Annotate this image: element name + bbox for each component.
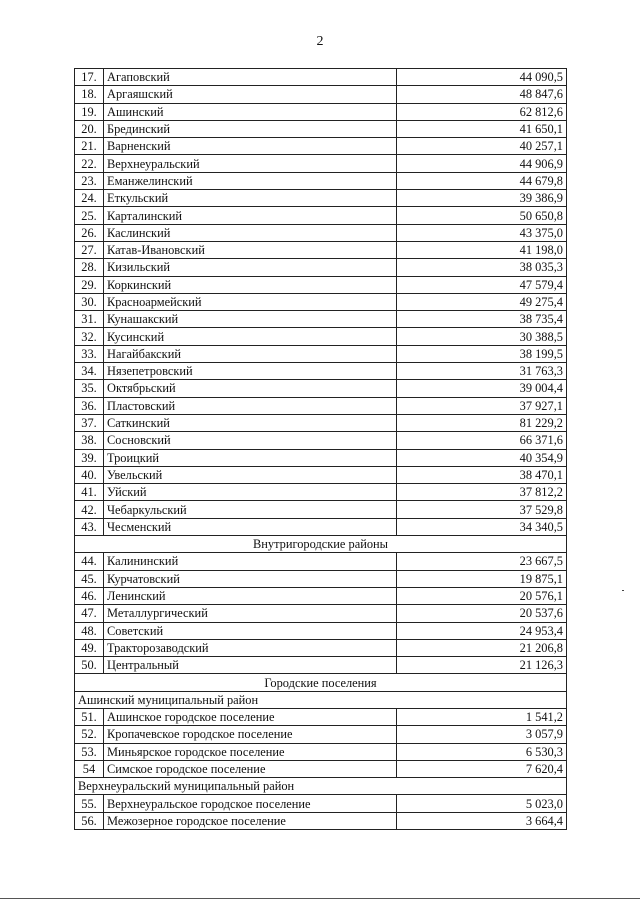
table-row	[75, 432, 567, 449]
row-value: 62 812,6	[397, 103, 567, 120]
section-header-row	[75, 536, 567, 553]
row-number: 27.	[75, 241, 104, 258]
row-name: Кизильский	[104, 259, 397, 276]
row-value: 48 847,6	[397, 86, 567, 103]
row-name: Коркинский	[104, 276, 397, 293]
row-name: Ашинский	[104, 103, 397, 120]
row-name: Межозерное городское поселение	[104, 812, 397, 829]
row-name: Сосновский	[104, 432, 397, 449]
row-number: 54	[75, 760, 104, 777]
table-row	[75, 259, 567, 276]
row-name: Катав-Ивановский	[104, 241, 397, 258]
row-value: 1 541,2	[397, 708, 567, 725]
subsection-header: Ашинский муниципальный район	[75, 691, 567, 708]
table-row	[75, 363, 567, 380]
row-number: 52.	[75, 726, 104, 743]
table-row	[75, 190, 567, 207]
row-number: 47.	[75, 605, 104, 622]
table-row	[75, 726, 567, 743]
row-number: 51.	[75, 708, 104, 725]
table-row	[75, 414, 567, 431]
row-number: 46.	[75, 587, 104, 604]
table-row	[75, 138, 567, 155]
row-number: 36.	[75, 397, 104, 414]
table-row	[75, 293, 567, 310]
row-value: 20 537,6	[397, 605, 567, 622]
row-name: Еткульский	[104, 190, 397, 207]
table-row	[75, 639, 567, 656]
table-row	[75, 743, 567, 760]
row-number: 31.	[75, 311, 104, 328]
row-name: Варненский	[104, 138, 397, 155]
row-value: 19 875,1	[397, 570, 567, 587]
table-row	[75, 760, 567, 777]
row-number: 30.	[75, 293, 104, 310]
row-number: 53.	[75, 743, 104, 760]
row-value: 21 126,3	[397, 657, 567, 674]
row-name: Карталинский	[104, 207, 397, 224]
row-value: 66 371,6	[397, 432, 567, 449]
row-number: 41.	[75, 484, 104, 501]
table-row	[75, 501, 567, 518]
table-row	[75, 276, 567, 293]
table-row	[75, 795, 567, 812]
row-number: 56.	[75, 812, 104, 829]
row-name: Советский	[104, 622, 397, 639]
table-row	[75, 484, 567, 501]
row-value: 6 530,3	[397, 743, 567, 760]
row-number: 39.	[75, 449, 104, 466]
row-value: 20 576,1	[397, 587, 567, 604]
row-name: Аргаяшский	[104, 86, 397, 103]
row-value: 44 090,5	[397, 69, 567, 86]
row-number: 50.	[75, 657, 104, 674]
row-number: 49.	[75, 639, 104, 656]
table-row	[75, 605, 567, 622]
row-value: 34 340,5	[397, 518, 567, 535]
row-name: Калининский	[104, 553, 397, 570]
row-name: Верхнеуральский	[104, 155, 397, 172]
row-value: 39 386,9	[397, 190, 567, 207]
row-number: 43.	[75, 518, 104, 535]
table-row	[75, 328, 567, 345]
row-number: 48.	[75, 622, 104, 639]
row-name: Кусинский	[104, 328, 397, 345]
table-row	[75, 120, 567, 137]
row-name: Нагайбакский	[104, 345, 397, 362]
row-name: Октябрьский	[104, 380, 397, 397]
page-number: 2	[316, 34, 324, 49]
row-name: Еманжелинский	[104, 172, 397, 189]
row-value: 41 198,0	[397, 241, 567, 258]
row-number: 29.	[75, 276, 104, 293]
row-value: 41 650,1	[397, 120, 567, 137]
row-number: 44.	[75, 553, 104, 570]
row-name: Кропачевское городское поселение	[104, 726, 397, 743]
row-value: 38 470,1	[397, 466, 567, 483]
row-name: Верхнеуральское городское поселение	[104, 795, 397, 812]
table-row	[75, 518, 567, 535]
row-value: 37 529,8	[397, 501, 567, 518]
row-name: Каслинский	[104, 224, 397, 241]
row-name: Уйский	[104, 484, 397, 501]
row-value: 37 927,1	[397, 397, 567, 414]
row-value: 3 664,4	[397, 812, 567, 829]
row-number: 34.	[75, 363, 104, 380]
section-header: Внутригородские районы	[75, 536, 567, 553]
row-number: 32.	[75, 328, 104, 345]
row-name: Красноармейский	[104, 293, 397, 310]
row-number: 19.	[75, 103, 104, 120]
row-name: Ашинское городское поселение	[104, 708, 397, 725]
row-name: Чесменский	[104, 518, 397, 535]
row-value: 43 375,0	[397, 224, 567, 241]
table-row	[75, 708, 567, 725]
table-row	[75, 103, 567, 120]
table-row	[75, 587, 567, 604]
row-value: 44 679,8	[397, 172, 567, 189]
row-number: 45.	[75, 570, 104, 587]
row-name: Брединский	[104, 120, 397, 137]
row-name: Троицкий	[104, 449, 397, 466]
table-row	[75, 241, 567, 258]
table-row	[75, 86, 567, 103]
table-row	[75, 397, 567, 414]
scan-speck	[622, 590, 624, 591]
row-value: 47 579,4	[397, 276, 567, 293]
row-name: Симское городское поселение	[104, 760, 397, 777]
row-value: 30 388,5	[397, 328, 567, 345]
row-number: 40.	[75, 466, 104, 483]
table-row	[75, 69, 567, 86]
subsection-header-row	[75, 778, 567, 795]
table-row	[75, 311, 567, 328]
row-value: 7 620,4	[397, 760, 567, 777]
row-value: 21 206,8	[397, 639, 567, 656]
section-header-row	[75, 674, 567, 691]
page-bottom-edge	[0, 898, 640, 899]
row-value: 40 354,9	[397, 449, 567, 466]
row-value: 5 023,0	[397, 795, 567, 812]
row-name: Чебаркульский	[104, 501, 397, 518]
row-value: 50 650,8	[397, 207, 567, 224]
section-header: Городские поселения	[75, 674, 567, 691]
row-value: 40 257,1	[397, 138, 567, 155]
row-value: 38 735,4	[397, 311, 567, 328]
row-name: Центральный	[104, 657, 397, 674]
row-name: Нязепетровский	[104, 363, 397, 380]
row-number: 24.	[75, 190, 104, 207]
row-number: 38.	[75, 432, 104, 449]
table-row	[75, 449, 567, 466]
row-number: 26.	[75, 224, 104, 241]
row-value: 37 812,2	[397, 484, 567, 501]
table-row	[75, 570, 567, 587]
row-name: Агаповский	[104, 69, 397, 86]
row-number: 37.	[75, 414, 104, 431]
subsection-header: Верхнеуральский муниципальный район	[75, 778, 567, 795]
row-value: 3 057,9	[397, 726, 567, 743]
row-number: 17.	[75, 69, 104, 86]
row-value: 81 229,2	[397, 414, 567, 431]
table-row	[75, 380, 567, 397]
row-number: 21.	[75, 138, 104, 155]
row-name: Тракторозаводский	[104, 639, 397, 656]
table-row	[75, 155, 567, 172]
row-name: Миньярское городское поселение	[104, 743, 397, 760]
table-row	[75, 657, 567, 674]
row-name: Саткинский	[104, 414, 397, 431]
row-value: 24 953,4	[397, 622, 567, 639]
table-row	[75, 553, 567, 570]
table-row	[75, 345, 567, 362]
row-number: 33.	[75, 345, 104, 362]
subsection-header-row	[75, 691, 567, 708]
row-number: 55.	[75, 795, 104, 812]
table-row	[75, 224, 567, 241]
row-number: 28.	[75, 259, 104, 276]
row-name: Ленинский	[104, 587, 397, 604]
row-number: 23.	[75, 172, 104, 189]
row-number: 20.	[75, 120, 104, 137]
row-name: Курчатовский	[104, 570, 397, 587]
row-number: 18.	[75, 86, 104, 103]
budget-table	[74, 68, 567, 830]
table-row	[75, 172, 567, 189]
row-number: 35.	[75, 380, 104, 397]
row-number: 22.	[75, 155, 104, 172]
row-value: 49 275,4	[397, 293, 567, 310]
table-body	[75, 69, 567, 830]
row-value: 31 763,3	[397, 363, 567, 380]
table-row	[75, 207, 567, 224]
row-number: 25.	[75, 207, 104, 224]
row-value: 38 035,3	[397, 259, 567, 276]
row-name: Металлургический	[104, 605, 397, 622]
row-name: Увельский	[104, 466, 397, 483]
row-name: Пластовский	[104, 397, 397, 414]
row-number: 42.	[75, 501, 104, 518]
row-value: 38 199,5	[397, 345, 567, 362]
table-row	[75, 466, 567, 483]
row-value: 39 004,4	[397, 380, 567, 397]
table-row	[75, 812, 567, 829]
row-name: Кунашакский	[104, 311, 397, 328]
row-value: 44 906,9	[397, 155, 567, 172]
table-row	[75, 622, 567, 639]
row-value: 23 667,5	[397, 553, 567, 570]
